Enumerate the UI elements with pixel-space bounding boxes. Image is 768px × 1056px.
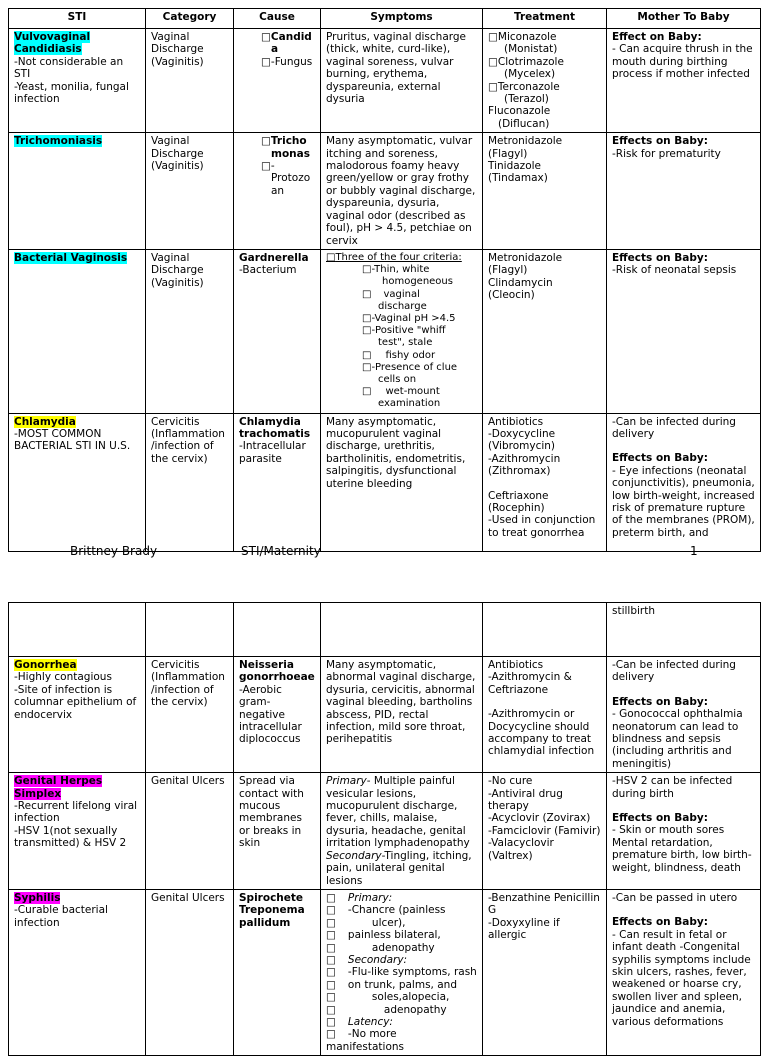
sti-cell bbox=[9, 29, 146, 133]
baby-cell bbox=[607, 657, 761, 773]
bullet-icon: □ bbox=[261, 160, 271, 173]
col-mother-to-baby: Mother To Baby bbox=[607, 9, 761, 29]
bullet-icon: □ bbox=[362, 386, 372, 398]
cause-sub: -Aerobic gram-negative intracellular diplococcus bbox=[239, 683, 302, 746]
page-footer bbox=[0, 545, 768, 559]
cause-name: Neisseria gonorrhoeae bbox=[239, 659, 315, 684]
symptom-item: □ painless bilateral, bbox=[326, 929, 441, 942]
treatment-item: -Used in conjunction to treat gonorrhea bbox=[488, 514, 596, 539]
symptom-item: □ Latency: bbox=[326, 1015, 393, 1028]
bullet-icon: □ bbox=[326, 1003, 336, 1016]
bullet-icon: □ bbox=[362, 288, 372, 300]
cause-sub: -Intracellular parasite bbox=[239, 440, 306, 465]
footer-page-number: 1 bbox=[690, 544, 698, 558]
baby-heading: Effects on Baby: bbox=[612, 695, 708, 708]
category-cell: Vaginal Discharge (Vaginitis) bbox=[146, 29, 234, 133]
sti-note: -Site of infection is columnar epithelium of endocervix bbox=[14, 683, 137, 721]
treatment-item: Antibiotics bbox=[488, 659, 544, 671]
table-row bbox=[9, 657, 761, 773]
symptoms-cell bbox=[321, 603, 483, 657]
sti-table-page2 bbox=[8, 602, 761, 1056]
cause-item: □-Protozoan bbox=[261, 160, 311, 197]
symptom-item: □ vaginal bbox=[362, 288, 420, 300]
table-row bbox=[9, 773, 761, 890]
baby-heading: Effects on Baby: bbox=[612, 916, 708, 929]
treatment-cell bbox=[483, 889, 607, 1055]
treatment-item: -Doxycycline bbox=[488, 427, 556, 440]
cause-cell: Spread via contact with mucous membranes or breaks in skin bbox=[234, 773, 321, 890]
symptom-item: □-Thin, white bbox=[362, 264, 430, 276]
symptom-item: □ ulcer), bbox=[326, 916, 406, 929]
bullet-icon: □ bbox=[362, 312, 372, 324]
cause-name: Chlamydia trachomatis bbox=[239, 415, 311, 440]
bullet-icon: □ bbox=[362, 361, 372, 373]
symptom-item: □ Secondary: bbox=[326, 953, 408, 966]
treatment-cell bbox=[483, 413, 607, 551]
treatment-item: -Benzathine Penicillin G bbox=[488, 891, 600, 917]
bullet-icon: □ bbox=[326, 978, 336, 991]
cause-name: Gardnerella bbox=[239, 251, 309, 264]
category-cell: Vaginal Discharge (Vaginitis) bbox=[146, 133, 234, 250]
treatment-item: -Antiviral drug therapy bbox=[488, 787, 563, 813]
sti-cell bbox=[9, 773, 146, 890]
treatment-cell bbox=[483, 249, 607, 413]
cause-item: □Trichomonas bbox=[261, 135, 310, 160]
category-cell: Vaginal Discharge (Vaginitis) bbox=[146, 249, 234, 413]
cause-item: □Candida bbox=[261, 31, 312, 56]
spacer bbox=[612, 904, 755, 916]
bullet-icon: □ bbox=[261, 31, 271, 43]
spacer bbox=[612, 800, 755, 812]
bullet-icon: □ bbox=[261, 135, 271, 148]
symptom-item: test", stale bbox=[378, 337, 433, 349]
sti-cell bbox=[9, 657, 146, 773]
baby-heading: Effects on Baby: bbox=[612, 812, 708, 825]
treatment-item: □Miconazole bbox=[488, 31, 557, 43]
bullet-icon: □ bbox=[326, 891, 336, 904]
symptom-item: □ -Chancre (painless bbox=[326, 904, 446, 917]
category-cell: Cervicitis (Inflammation /infection of the cervix) bbox=[146, 413, 234, 551]
treatment-item: -No cure bbox=[488, 775, 533, 788]
bullet-icon: □ bbox=[326, 941, 336, 954]
baby-cell bbox=[607, 413, 761, 551]
sti-name: Syphilis bbox=[14, 891, 61, 904]
treatment-item: Fluconazole bbox=[488, 105, 551, 118]
treatment-item: (Zithromax) bbox=[488, 465, 551, 478]
treatment-item: -Azithromycin bbox=[488, 452, 561, 465]
treatment-item: -Azithromycin or Docycycline should accompany to treat chlamydial infection bbox=[488, 708, 595, 758]
baby-text: - Can acquire thrush in the mouth during birthing process if mother infected bbox=[612, 43, 753, 81]
bullet-icon: □ bbox=[326, 1028, 336, 1041]
treatment-item: (Terazol) bbox=[504, 93, 549, 106]
col-cause: Cause bbox=[234, 9, 321, 29]
bullet-icon: □ bbox=[326, 953, 336, 966]
category-cell: Cervicitis (Inflammation /infection of the cervix) bbox=[146, 657, 234, 773]
symptom-item: □ on trunk, palms, and bbox=[326, 978, 457, 991]
symptom-label-primary: Primary bbox=[326, 775, 367, 788]
baby-cell bbox=[607, 133, 761, 250]
treatment-item: -Valacyclovir (Valtrex) bbox=[488, 837, 554, 862]
bullet-icon: □ bbox=[362, 264, 372, 276]
treatment-item: □Clotrimazole bbox=[488, 55, 564, 68]
symptom-item: cells on bbox=[378, 373, 417, 385]
treatment-item: (Vibromycin) bbox=[488, 440, 556, 453]
symptoms-heading: □Three of the four criteria: bbox=[326, 251, 462, 263]
sti-table-page1 bbox=[8, 8, 761, 552]
treatment-item: (Tindamax) bbox=[488, 172, 548, 185]
baby-text: - Eye infections (neonatal conjunctivitis), pneumonia, low birth-weight, increased risk of premature rupture of the membranes (PROM), preterm birth, and bbox=[612, 464, 755, 539]
treatment-cell bbox=[483, 773, 607, 890]
treatment-item: -Famciclovir (Famivir) bbox=[488, 824, 601, 837]
treatment-cell bbox=[483, 657, 607, 773]
symptom-item: examination bbox=[378, 398, 441, 410]
treatment-cell bbox=[483, 29, 607, 133]
sti-note: -Highly contagious bbox=[14, 671, 112, 684]
sti-cell bbox=[9, 133, 146, 250]
bullet-icon: □ bbox=[326, 916, 336, 929]
treatment-item: (Flagyl) bbox=[488, 147, 528, 160]
symptom-primary: - Multiple painful vesicular lesions, mucopurulent discharge, fever, chills, malaise, dysuria, headache, genital irritation lymphadenopathy bbox=[326, 775, 470, 850]
baby-cell bbox=[607, 249, 761, 413]
spacer bbox=[612, 440, 755, 452]
category-cell: Genital Ulcers bbox=[146, 773, 234, 890]
sti-note: -Not considerable an STI bbox=[14, 55, 124, 81]
sti-name: Bacterial Vaginosis bbox=[14, 251, 128, 264]
treatment-item: Metronidazole bbox=[488, 135, 563, 148]
treatment-item: (Diflucan) bbox=[498, 117, 550, 130]
baby-text: - Skin or mouth sores Mental retardation, premature birth, low birth-weight, blindness, death bbox=[612, 824, 752, 874]
symptom-item: homogeneous bbox=[382, 276, 453, 288]
treatment-item: (Monistat) bbox=[504, 43, 558, 56]
treatment-item: -Doxyxyline if allergic bbox=[488, 916, 560, 942]
treatment-item: (Mycelex) bbox=[504, 68, 556, 81]
bullet-icon: □ bbox=[488, 55, 498, 68]
baby-cell: stillbirth bbox=[607, 603, 761, 657]
symptom-item: □ -Flu-like symptoms, rash bbox=[326, 966, 477, 979]
bullet-icon: □ bbox=[326, 251, 336, 263]
footer-author: Brittney Brady bbox=[70, 544, 158, 558]
symptom-secondary-line bbox=[326, 850, 477, 887]
spacer bbox=[488, 478, 601, 490]
header-row bbox=[9, 9, 761, 29]
bullet-icon: □ bbox=[326, 929, 336, 942]
treatment-item: -Azithromycin & Ceftriazone bbox=[488, 671, 572, 696]
table-row bbox=[9, 603, 761, 657]
col-treatment: Treatment bbox=[483, 9, 607, 29]
baby-text: -Risk for prematurity bbox=[612, 147, 721, 160]
treatment-item: (Cleocin) bbox=[488, 289, 535, 302]
treatment-item: (Rocephin) bbox=[488, 501, 545, 514]
col-sti: STI bbox=[9, 9, 146, 29]
treatment-item: □Terconazole bbox=[488, 80, 560, 93]
symptom-item: discharge bbox=[378, 300, 427, 312]
bullet-icon: □ bbox=[362, 349, 372, 361]
sti-name: Gonorrhea bbox=[14, 659, 77, 671]
table-row bbox=[9, 413, 761, 551]
baby-pre: -Can be infected during delivery bbox=[612, 415, 736, 440]
symptom-label-secondary: Secondary bbox=[326, 849, 382, 862]
sti-name: Chlamydia bbox=[14, 415, 76, 428]
bullet-icon: □ bbox=[261, 55, 271, 68]
treatment-item: -Acyclovir (Zovirax) bbox=[488, 812, 591, 825]
cause-name: Spirochete Treponema pallidum bbox=[239, 891, 305, 929]
symptoms-cell bbox=[321, 773, 483, 890]
symptoms-cell: Many asymptomatic, mucopurulent vaginal discharge, urethritis, bartholinitis, endometritis, salpingitis, dysfunctional uterine bleeding bbox=[321, 413, 483, 551]
bullet-icon: □ bbox=[326, 904, 336, 917]
treatment-item: Metronidazole bbox=[488, 251, 563, 264]
baby-text: - Can result in fetal or infant death -Congenital syphilis symptoms include skin ulcers, rashes, fever, weakened or hoarse cry, swollen liver and spleen, jaundice and anemia, various deformations bbox=[612, 928, 751, 1028]
symptom-item: □ wet-mount bbox=[362, 386, 440, 398]
baby-pre: -HSV 2 can be infected during birth bbox=[612, 775, 733, 800]
baby-text: - Gonococcal ophthalmia neonatorum can lead to blindness and sepsis (including arthritis and meningitis) bbox=[612, 708, 743, 770]
bullet-icon: □ bbox=[326, 966, 336, 979]
sti-note: -Yeast, monilia, fungal infection bbox=[14, 80, 129, 106]
category-cell bbox=[146, 603, 234, 657]
sti-name: Trichomoniasis bbox=[14, 135, 103, 148]
treatment-cell bbox=[483, 133, 607, 250]
symptom-item: □-Vaginal pH >4.5 bbox=[362, 312, 456, 324]
treatment-item: Ceftriaxone bbox=[488, 489, 549, 502]
treatment-item: Tinidazole bbox=[488, 160, 541, 173]
baby-cell bbox=[607, 773, 761, 890]
cause-cell bbox=[234, 413, 321, 551]
sti-note: -Curable bacterial infection bbox=[14, 904, 108, 929]
baby-cell bbox=[607, 889, 761, 1055]
bullet-icon: □ bbox=[488, 31, 498, 43]
treatment-item: Antibiotics bbox=[488, 415, 544, 428]
sti-cell bbox=[9, 413, 146, 551]
sti-name: Genital Herpes Simplex bbox=[14, 775, 103, 800]
sti-name: Vulvovaginal Candidiasis bbox=[14, 31, 91, 56]
treatment-cell bbox=[483, 603, 607, 657]
baby-cell bbox=[607, 29, 761, 133]
cause-cell bbox=[234, 29, 321, 133]
symptoms-cell bbox=[321, 249, 483, 413]
symptom-item: □ Primary: bbox=[326, 891, 393, 904]
footer-course: STI/Maternity bbox=[241, 544, 321, 558]
sti-cell bbox=[9, 889, 146, 1055]
sti-cell bbox=[9, 249, 146, 413]
sti-note: -MOST COMMON BACTERIAL STI IN U.S. bbox=[14, 427, 131, 453]
cause-cell bbox=[234, 657, 321, 773]
cause-cell bbox=[234, 889, 321, 1055]
table-row bbox=[9, 249, 761, 413]
symptom-item: □ fishy odor bbox=[362, 349, 436, 361]
cause-item: □-Fungus bbox=[261, 55, 313, 68]
bullet-icon: □ bbox=[488, 80, 498, 93]
cause-sub: -Bacterium bbox=[239, 264, 297, 277]
cause-cell bbox=[234, 603, 321, 657]
bullet-icon: □ bbox=[326, 1015, 336, 1028]
symptoms-cell: Pruritus, vaginal discharge (thick, white, curd-like), vaginal soreness, vulvar burning, erythema, dyspareunia, external dysuria bbox=[321, 29, 483, 133]
baby-heading: Effect on Baby: bbox=[612, 31, 702, 43]
symptoms-cell: Many asymptomatic, vulvar itching and soreness, malodorous foamy heavy green/yellow or gray frothy or bubbly vaginal discharge, dyspareunia, dysuria, vaginal odor (described as foul), pH > 4.5, petchiae on cervix bbox=[321, 133, 483, 250]
baby-text: -Risk of neonatal sepsis bbox=[612, 264, 737, 277]
table-row bbox=[9, 133, 761, 250]
baby-pre: -Can be passed in utero bbox=[612, 891, 738, 904]
spacer bbox=[612, 684, 755, 696]
category-cell: Genital Ulcers bbox=[146, 889, 234, 1055]
baby-heading: Effects on Baby: bbox=[612, 135, 708, 148]
sti-note: -Recurrent lifelong viral infection bbox=[14, 800, 138, 825]
symptom-secondary: -Tingling, itching, pain, unilateral genital lesions bbox=[326, 849, 472, 887]
spacer bbox=[488, 696, 601, 708]
symptom-item: □ adenopathy bbox=[326, 1003, 447, 1016]
sti-cell bbox=[9, 603, 146, 657]
treatment-item: Clindamycin bbox=[488, 276, 553, 289]
baby-pre: -Can be infected during delivery bbox=[612, 659, 736, 684]
treatment-item: (Flagyl) bbox=[488, 264, 528, 277]
table-row bbox=[9, 889, 761, 1055]
symptoms-cell: Many asymptomatic, abnormal vaginal discharge, dysuria, cervicitis, abnormal vaginal bleeding, bartholins abscess, PID, rectal infection, mild sore throat, perihepatitis bbox=[321, 657, 483, 773]
table-row bbox=[9, 29, 761, 133]
symptom-item: □ adenopathy bbox=[326, 941, 435, 954]
symptom-item: □-Positive "whiff bbox=[362, 325, 446, 337]
baby-heading: Effects on Baby: bbox=[612, 251, 708, 264]
sti-note: -HSV 1(not sexually transmitted) & HSV 2 bbox=[14, 824, 127, 850]
col-symptoms: Symptoms bbox=[321, 9, 483, 29]
symptom-item: □-Presence of clue bbox=[362, 361, 458, 373]
cause-cell bbox=[234, 133, 321, 250]
symptom-item: □ -No more manifestations bbox=[326, 1028, 404, 1053]
symptom-item: □ soles,alopecia, bbox=[326, 991, 450, 1004]
symptoms-cell bbox=[321, 889, 483, 1055]
bullet-icon: □ bbox=[326, 991, 336, 1004]
bullet-icon: □ bbox=[362, 325, 372, 337]
baby-heading: Effects on Baby: bbox=[612, 452, 708, 465]
cause-cell bbox=[234, 249, 321, 413]
col-category: Category bbox=[146, 9, 234, 29]
